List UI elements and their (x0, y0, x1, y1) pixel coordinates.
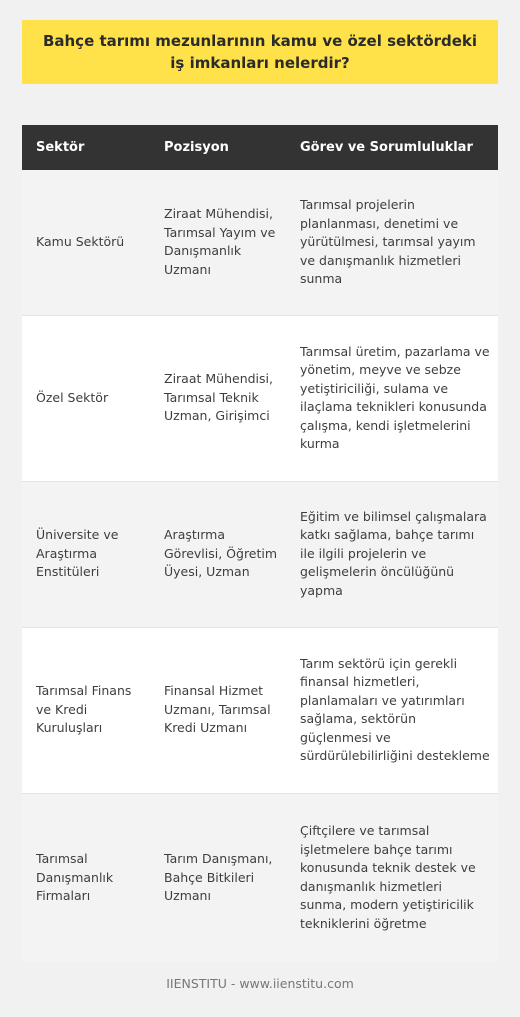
job-table (22, 125, 498, 962)
cell-sector: Üniversite ve Araştırma Enstitüleri (22, 481, 150, 627)
table-header (22, 125, 498, 170)
page-title: Bahçe tarımı mezunlarının kamu ve özel sektördeki iş imkanları nelerdir? (42, 32, 478, 72)
cell-duties: Eğitim ve bilimsel çalışmalara katkı sağlama, bahçe tarımı ile ilgili projelerin ve gelişmelerin öncülüğünü yapma (286, 481, 498, 627)
column-header-sector: Sektör (22, 125, 150, 170)
cell-duties: Çiftçilere ve tarımsal işletmelere bahçe tarımı konusunda teknik destek ve danışmanlık hizmetleri sunma, modern yetiştiricilik tekniklerini öğretme (286, 793, 498, 962)
cell-duties: Tarımsal projelerin planlanması, denetimi ve yürütülmesi, tarımsal yayım ve danışmanlık hizmetleri sunma (286, 170, 498, 315)
cell-sector: Tarımsal Danışmanlık Firmaları (22, 793, 150, 962)
table-row (22, 170, 498, 315)
cell-sector: Tarımsal Finans ve Kredi Kuruluşları (22, 627, 150, 793)
cell-position: Tarım Danışmanı, Bahçe Bitkileri Uzmanı (150, 793, 286, 962)
cell-sector: Kamu Sektörü (22, 170, 150, 315)
header-row (22, 125, 498, 170)
column-header-duties: Görev ve Sorumluluklar (286, 125, 498, 170)
table-row (22, 627, 498, 793)
cell-position: Ziraat Mühendisi, Tarımsal Teknik Uzman, Girişimci (150, 315, 286, 481)
cell-duties: Tarımsal üretim, pazarlama ve yönetim, meyve ve sebze yetiştiriciliği, sulama ve ilaçlama teknikleri konusunda çalışma, kendi işletmelerini kurma (286, 315, 498, 481)
cell-position: Finansal Hizmet Uzmanı, Tarımsal Kredi Uzmanı (150, 627, 286, 793)
table-row (22, 793, 498, 962)
footer-credit: IIENSTITU - www.iienstitu.com (166, 976, 354, 991)
title-banner (22, 20, 498, 84)
table-row (22, 315, 498, 481)
cell-duties: Tarım sektörü için gerekli finansal hizmetleri, planlamaları ve yatırımları sağlama, sektörün güçlenmesi ve sürdürülebilirliğini destekleme (286, 627, 498, 793)
cell-position: Ziraat Mühendisi, Tarımsal Yayım ve Danışmanlık Uzmanı (150, 170, 286, 315)
table-row (22, 481, 498, 627)
cell-sector: Özel Sektör (22, 315, 150, 481)
cell-position: Araştırma Görevlisi, Öğretim Üyesi, Uzman (150, 481, 286, 627)
column-header-position: Pozisyon (150, 125, 286, 170)
table-body (22, 170, 498, 962)
